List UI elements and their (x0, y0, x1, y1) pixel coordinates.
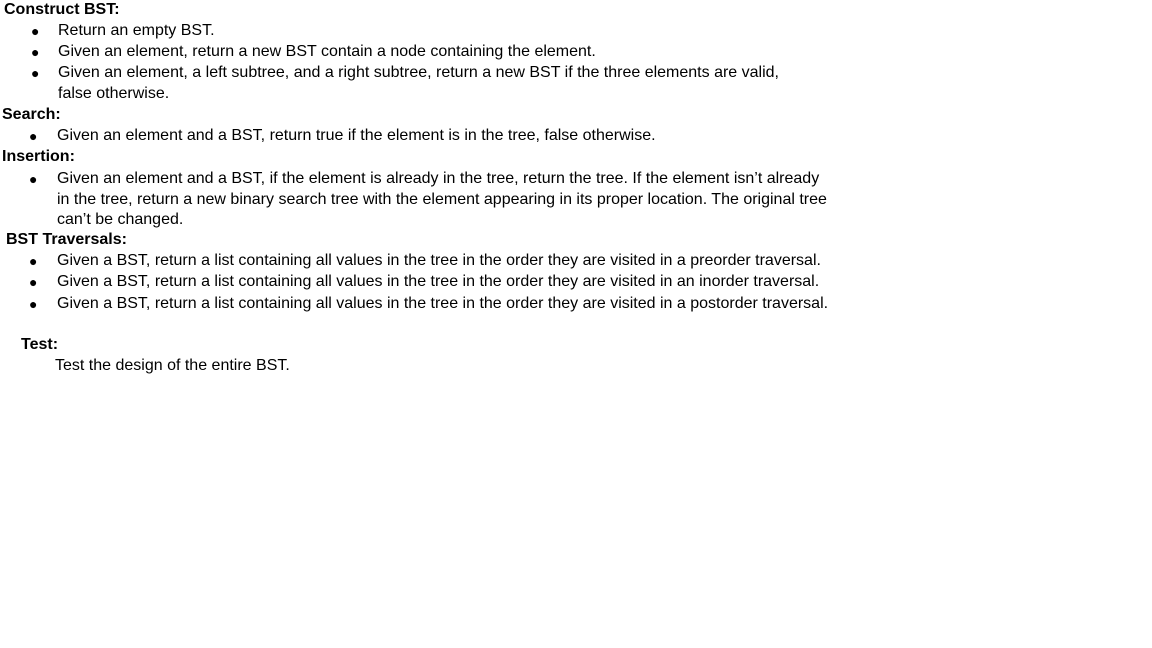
list-item: Return an empty BST. (58, 22, 215, 39)
bullet-icon: ● (29, 253, 38, 269)
section-heading-traversals: BST Traversals: (6, 231, 127, 248)
bullet-icon: ● (31, 65, 40, 81)
list-item: Given a BST, return a list containing all values in the tree in the order they are visited in a postorder traversal. (57, 295, 829, 312)
list-item: Given an element and a BST, return true if the element is in the tree, false otherwise. (57, 127, 656, 144)
bullet-icon: ● (31, 44, 40, 60)
list-item: Given an element, a left subtree, and a right subtree, return a new BST if the three elements are valid, false otherwise. (58, 64, 779, 102)
section-heading-test: Test: (21, 336, 59, 353)
list-item: Given a BST, return a list containing all values in the tree in the order they are visited in an inorder traversal. (57, 273, 820, 290)
test-description: Test the design of the entire BST. (55, 357, 290, 374)
section-heading-search: Search: (2, 106, 61, 123)
bullet-icon: ● (29, 171, 38, 187)
list-item: Given an element and a BST, if the element is already in the tree, return the tree. If the element isn’t already in the tree, return a new binary search tree with the element appearing in its proper location. The original tree can’t be changed. (57, 170, 827, 228)
list-item: Given a BST, return a list containing all values in the tree in the order they are visited in a preorder traversal. (57, 252, 821, 269)
list-item: Given an element, return a new BST contain a node containing the element. (58, 43, 596, 60)
bullet-icon: ● (29, 296, 38, 312)
bullet-icon: ● (29, 128, 38, 144)
bullet-icon: ● (29, 274, 38, 290)
section-heading-insertion: Insertion: (2, 148, 75, 165)
bullet-icon: ● (31, 23, 40, 39)
section-heading-construct: Construct BST: (4, 1, 120, 18)
